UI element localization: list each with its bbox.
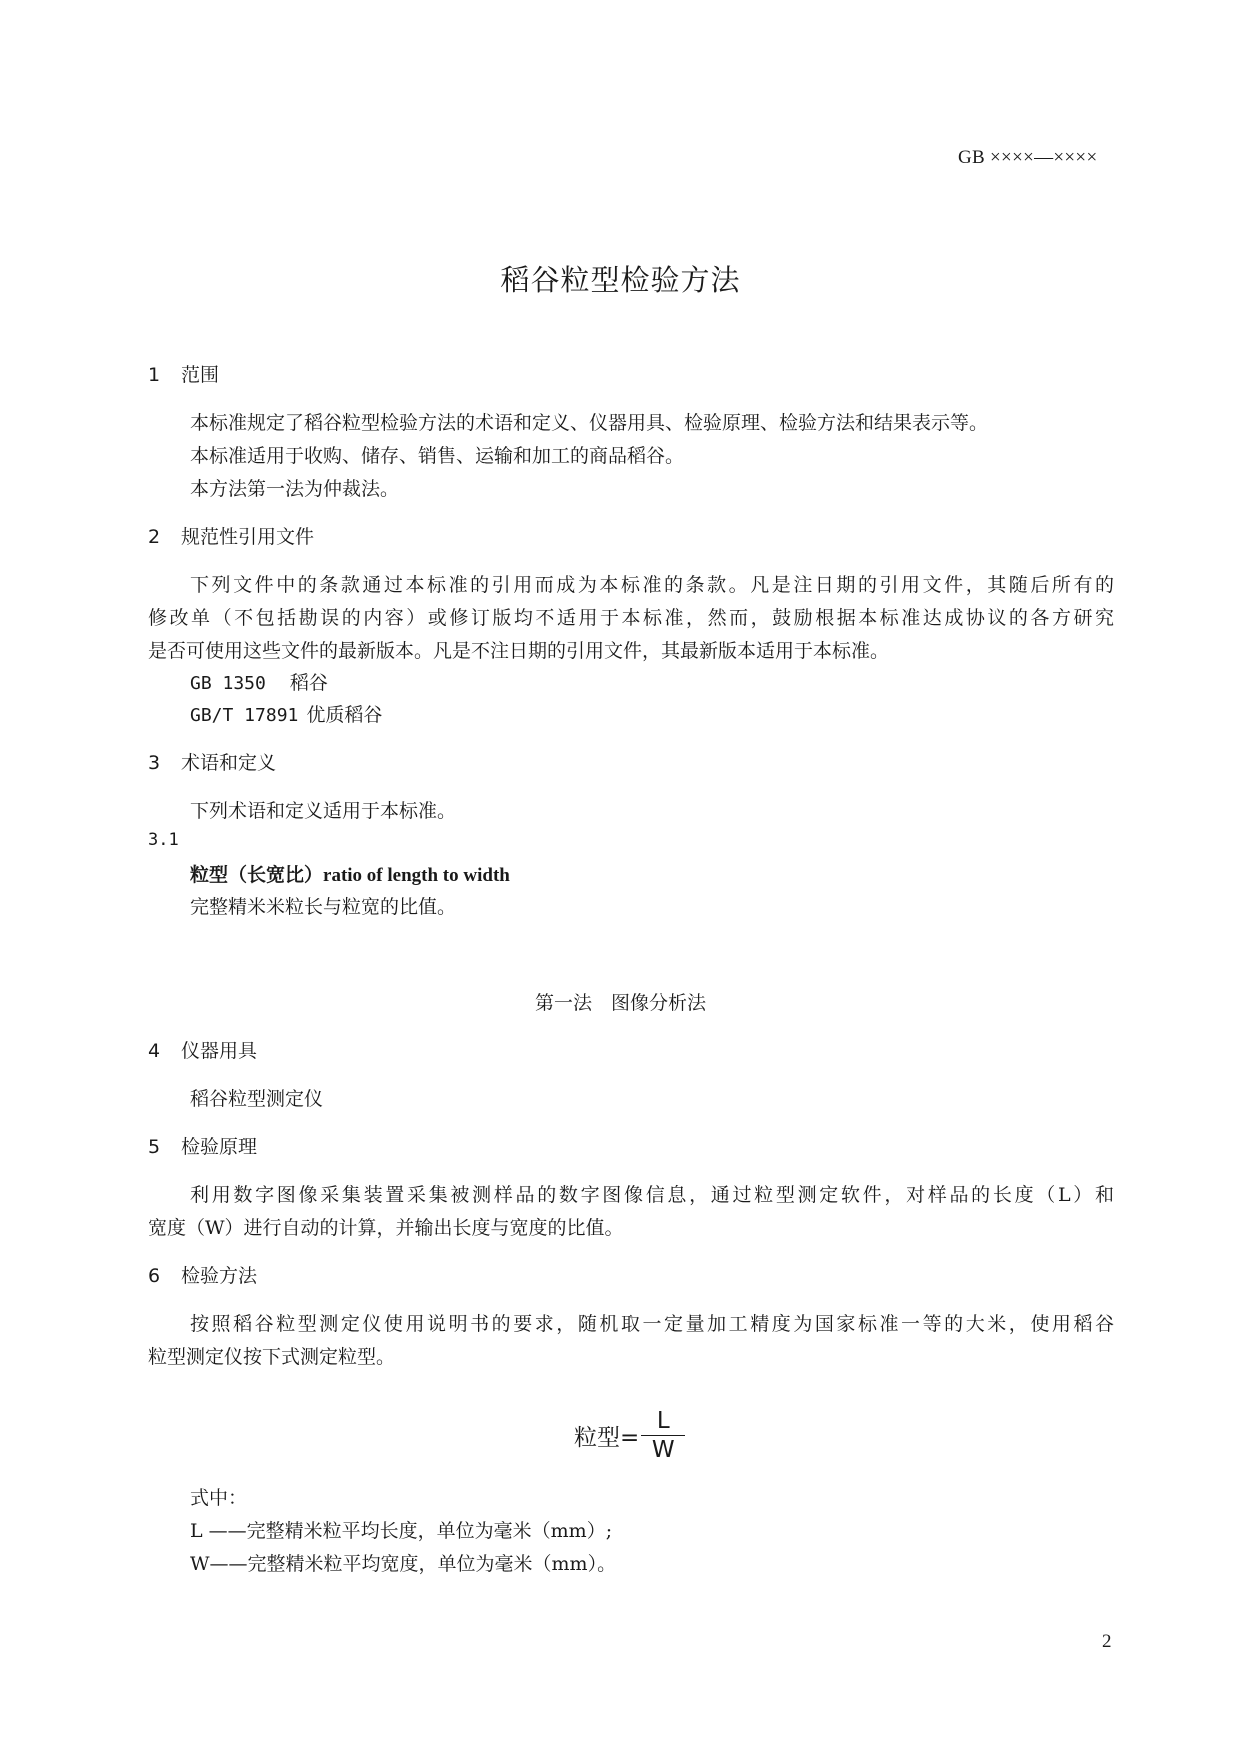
section-6-para-line-1: 按照稻谷粒型测定仪使用说明书的要求，随机取一定量加工精度为国家标准一等的大米，使用稻谷 bbox=[190, 1313, 1114, 1335]
document-code: GB ××××—×××× bbox=[958, 147, 1098, 168]
section-6-number: 6 bbox=[148, 1265, 161, 1287]
section-2-para-line-2: 修改单（不包括勘误的内容）或修订版均不适用于本标准，然而，鼓励根据本标准达成协议的各方研究 bbox=[148, 607, 1114, 629]
formula-lhs: 粒型= bbox=[574, 1424, 640, 1451]
reference-code: GB/T 17891 bbox=[190, 705, 299, 726]
document-title: 稻谷粒型检验方法 bbox=[500, 263, 741, 297]
section-5-para-line-1: 利用数字图像采集装置采集被测样品的数字图像信息，通过粒型测定软件，对样品的长度（L）和 bbox=[190, 1184, 1114, 1206]
reference-gbt17891 bbox=[190, 700, 382, 727]
term-heading bbox=[190, 860, 510, 887]
section-4-heading bbox=[148, 1036, 257, 1063]
section-3-heading bbox=[148, 748, 276, 775]
section-4-title: 仪器用具 bbox=[181, 1040, 258, 1062]
reference-code: GB 1350 bbox=[190, 673, 266, 694]
page-number: 2 bbox=[1102, 1631, 1112, 1652]
section-2-title: 规范性引用文件 bbox=[181, 526, 315, 548]
section-4-number: 4 bbox=[148, 1040, 161, 1062]
section-1-para-2: 本标准适用于收购、储存、销售、运输和加工的商品稻谷。 bbox=[190, 445, 685, 467]
section-2-number: 2 bbox=[148, 526, 161, 548]
formula-numerator: L bbox=[656, 1407, 670, 1434]
section-3-number: 3 bbox=[148, 752, 161, 774]
section-1-number: 1 bbox=[148, 364, 161, 386]
section-1-para-3: 本方法第一法为仲裁法。 bbox=[190, 478, 400, 500]
term-chinese: 粒型（长宽比） bbox=[190, 864, 324, 886]
section-3-title: 术语和定义 bbox=[181, 752, 277, 774]
term-definition: 完整精米米粒长与粒宽的比值。 bbox=[190, 896, 457, 918]
section-5-number: 5 bbox=[148, 1136, 161, 1158]
formula-def-l: L ——完整精米粒平均长度，单位为毫米（mm）; bbox=[190, 1520, 613, 1542]
section-6-title: 检验方法 bbox=[181, 1265, 258, 1287]
term-english: ratio of length to width bbox=[323, 865, 510, 886]
section-1-para-1: 本标准规定了稻谷粒型检验方法的术语和定义、仪器用具、检验原理、检验方法和结果表示等。 bbox=[190, 412, 989, 434]
formula-where: 式中： bbox=[190, 1487, 248, 1509]
reference-name: 稻谷 bbox=[289, 672, 328, 694]
section-2-para-line-3: 是否可使用这些文件的最新版本。凡是不注日期的引用文件，其最新版本适用于本标准。 bbox=[148, 640, 890, 662]
section-6-para-line-2: 粒型测定仪按下式测定粒型。 bbox=[148, 1346, 396, 1368]
subclause-number: 3.1 bbox=[148, 830, 179, 850]
instrument-item: 稻谷粒型测定仪 bbox=[190, 1088, 324, 1110]
section-2-para-line-1: 下列文件中的条款通过本标准的引用而成为本标准的条款。凡是注日期的引用文件，其随后所有的 bbox=[190, 574, 1114, 596]
section-1-title: 范围 bbox=[181, 364, 220, 386]
formula-denominator: W bbox=[651, 1436, 675, 1463]
section-6-heading bbox=[148, 1261, 257, 1288]
section-5-para-line-2: 宽度（W）进行自动的计算，并输出长度与宽度的比值。 bbox=[148, 1217, 624, 1239]
formula-def-w: W——完整精米粒平均宽度，单位为毫米（mm）。 bbox=[190, 1553, 617, 1575]
reference-gb1350 bbox=[190, 668, 328, 695]
reference-name: 优质稻谷 bbox=[306, 704, 383, 726]
formula-fraction bbox=[641, 1407, 685, 1464]
section-2-heading bbox=[148, 522, 314, 549]
section-5-title: 检验原理 bbox=[181, 1136, 258, 1158]
method-heading: 第一法 图像分析法 bbox=[534, 992, 706, 1014]
formula bbox=[574, 1405, 685, 1465]
section-5-heading bbox=[148, 1132, 257, 1159]
section-3-intro: 下列术语和定义适用于本标准。 bbox=[190, 800, 457, 822]
section-1-heading bbox=[148, 360, 219, 387]
